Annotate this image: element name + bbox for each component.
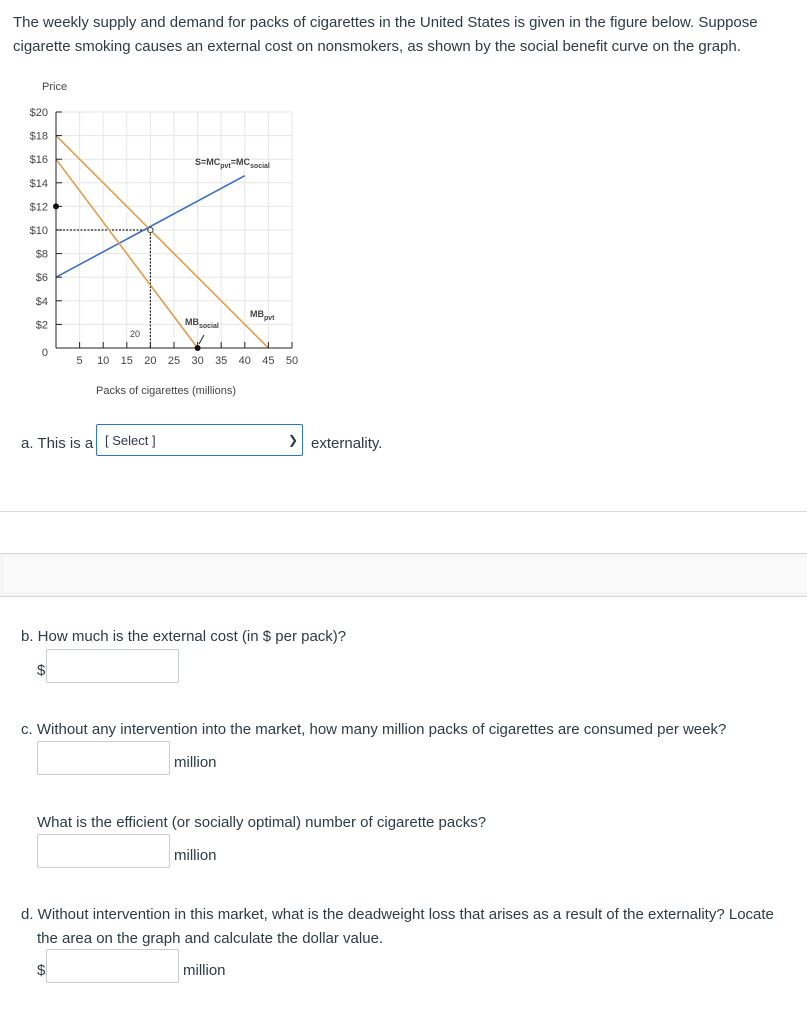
x-tick-label: 10 <box>97 355 110 367</box>
x-tick-label: 20 <box>144 355 157 367</box>
efficient-quantity-input[interactable] <box>37 834 170 868</box>
y-tick-label: $4 <box>35 295 48 308</box>
part-d-question-line2: the area on the graph and calculate the dollar value. <box>37 930 384 947</box>
mbpvt-label: $MB_{pvt}$ <box>250 309 275 322</box>
divider <box>0 511 807 512</box>
intro-text: The weekly supply and demand for packs of cigarettes in the United States is given in the figure below. Suppose cigarette smoking causes an external cost on nonsmokers, as shown by the social benefit curve on the graph. <box>13 14 758 55</box>
part-d-unit: million <box>183 962 226 979</box>
select-value: [ Select ] <box>105 433 156 448</box>
origin-label: 0 <box>41 347 48 359</box>
part-a-suffix: externality. <box>311 435 383 452</box>
chevron-down-icon: ❯ <box>287 433 298 447</box>
part-d-currency: $ <box>37 962 46 979</box>
part-a-prefix: a. This is a <box>21 435 94 452</box>
part-b-question: b. How much is the external cost (in $ per pack)? <box>21 628 347 645</box>
part-b-currency: $ <box>37 662 46 679</box>
part-c-unit: million <box>174 754 217 771</box>
series-line-1 <box>56 136 268 348</box>
y-tick-label: $18 <box>29 130 48 143</box>
y-tick-label: $16 <box>29 154 48 167</box>
x-tick-label: 35 <box>215 355 228 367</box>
supply-label: $S=MC_{pvt}=MC_{social}$ <box>195 157 270 170</box>
x-tick-label: 45 <box>262 355 275 367</box>
external-cost-input[interactable] <box>46 649 179 683</box>
mbsocial-pointer <box>199 335 204 344</box>
y-tick-label: $2 <box>35 319 48 332</box>
x-tick-label: 15 <box>120 355 133 367</box>
x-tick-label: 40 <box>238 355 251 367</box>
intersection-marker <box>148 227 153 232</box>
part-c-question: c. Without any intervention into the market, how many million packs of cigarettes are consumed per week? <box>21 721 727 738</box>
part-c-unit2: million <box>174 847 217 864</box>
y-tick-label: $10 <box>29 225 48 237</box>
section-separator <box>0 553 807 597</box>
x-tick-label: 50 <box>285 355 299 367</box>
y-axis-label: Price <box>42 81 68 93</box>
deadweight-loss-input[interactable] <box>46 949 179 983</box>
part-d-question-line1: d. Without intervention in this market, what is the deadweight loss that arises as a result of the externality? Locate <box>21 906 774 923</box>
part-c-question2: What is the efficient (or socially optimal) number of cigarette packs? <box>37 814 487 831</box>
x-tick-label: 5 <box>76 355 83 367</box>
chart-series <box>56 136 268 348</box>
x-tick-label: 25 <box>167 355 181 367</box>
externality-select[interactable] <box>96 424 303 456</box>
quantity-consumed-input[interactable] <box>37 741 170 775</box>
y-tick-label: $12 <box>29 201 48 214</box>
x-axis-dot <box>195 345 201 351</box>
annotation-20: 20 <box>130 329 141 339</box>
curve-labels <box>130 157 275 344</box>
mbsocial-label: $MB_{social}$ <box>185 317 219 330</box>
x-tick-label: 30 <box>191 355 204 367</box>
x-axis-label: Packs of cigarettes (millions) <box>96 385 236 397</box>
y-axis-dot <box>53 203 59 209</box>
y-tick-label: $8 <box>35 248 48 261</box>
x-tick-labels <box>77 355 299 367</box>
y-tick-label: $6 <box>35 272 48 285</box>
supply-demand-chart <box>0 72 330 412</box>
y-tick-label: $14 <box>29 177 48 190</box>
y-tick-labels <box>30 107 48 359</box>
y-tick-label: $20 <box>29 107 48 119</box>
